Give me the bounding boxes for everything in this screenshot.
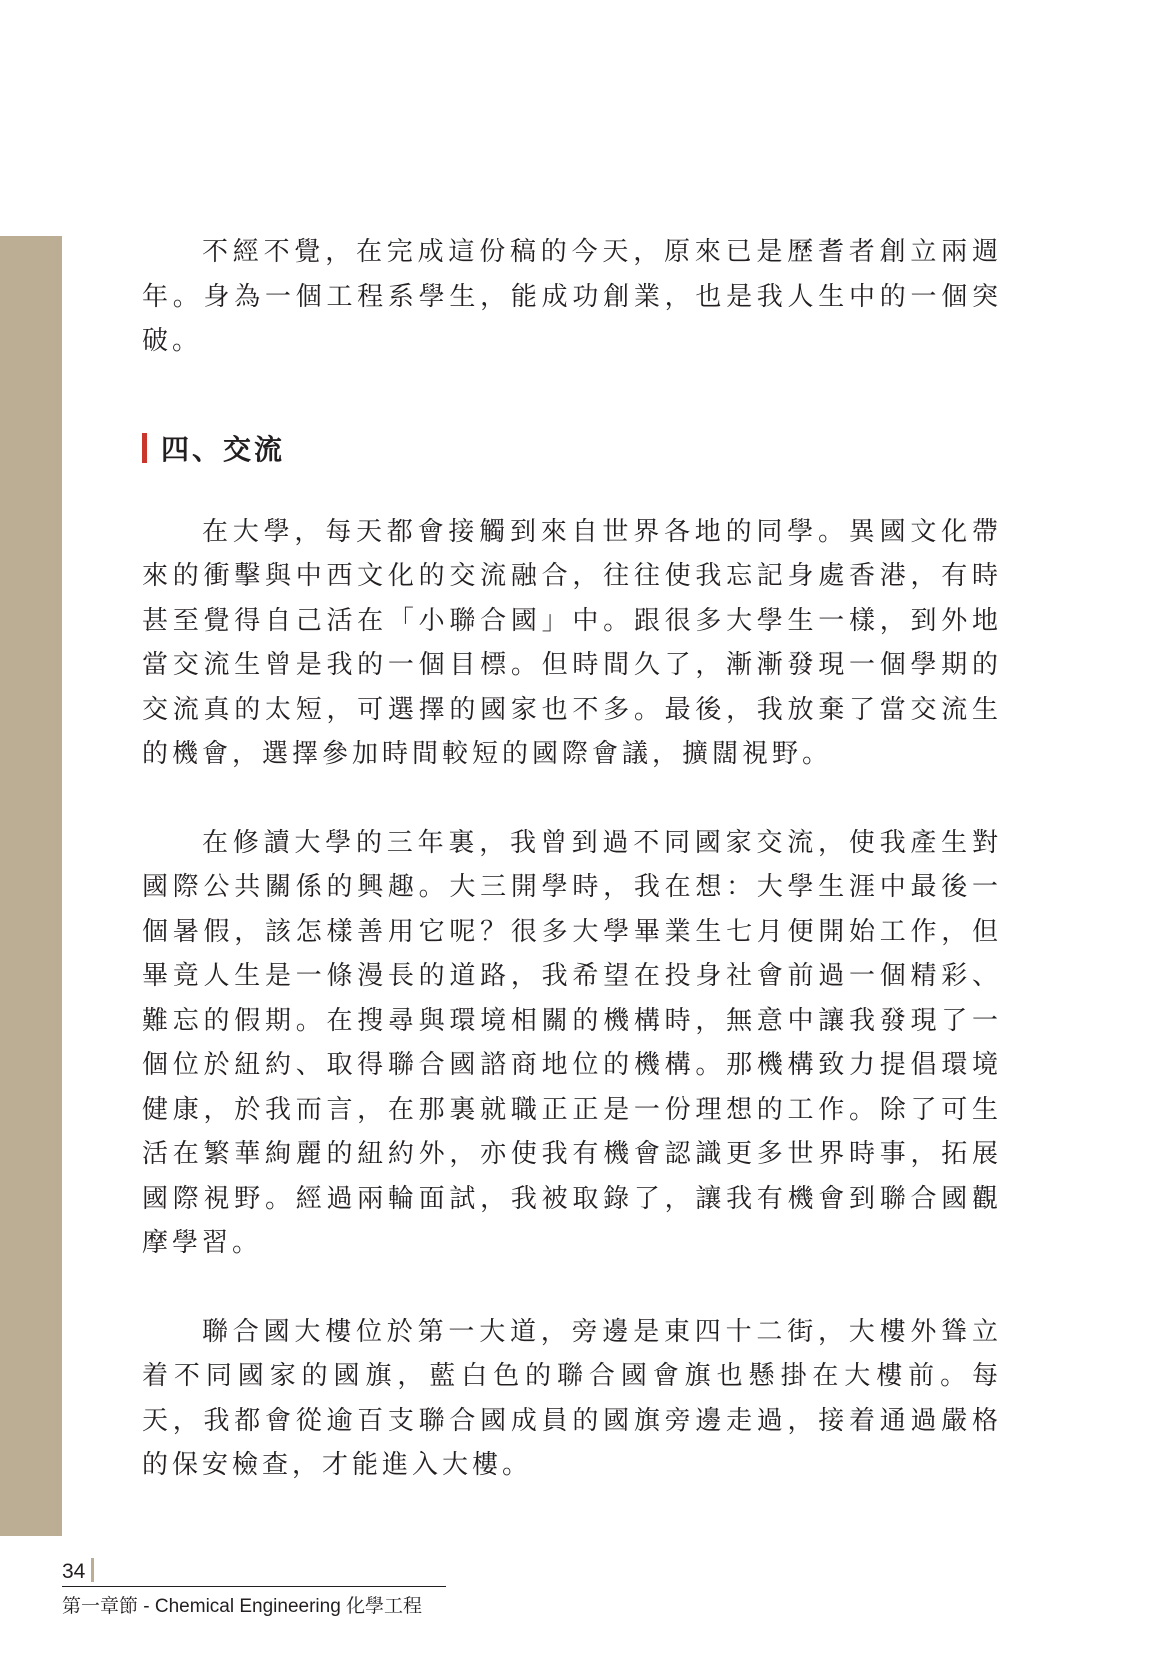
paragraph-intro: 不經不覺，在完成這份稿的今天，原來已是歷耆者創立兩週年。身為一個工程系學生，能成功創業，也是我人生中的一個突破。 <box>142 237 1002 356</box>
page-number-tick <box>91 1558 94 1582</box>
page-footer <box>62 1556 446 1618</box>
footer-divider <box>62 1586 446 1587</box>
page-number: 34 <box>62 1560 86 1583</box>
chapter-label: 第一章節 - Chemical Engineering 化學工程 <box>62 1596 423 1617</box>
heading-accent-bar <box>142 433 147 463</box>
paragraph-un-building: 聯合國大樓位於第一大道，旁邊是東四十二街，大樓外聳立着不同國家的國旗，藍白色的聯合國會旗也懸掛在大樓前。每天，我都會從逾百支聯合國成員的國旗旁邊走過，接着通過嚴格的保安檢查，才能進入大樓。 <box>142 1316 1002 1480</box>
paragraph-exchange: 在大學，每天都會接觸到來自世界各地的同學。異國文化帶來的衝擊與中西文化的交流融合，往往使我忘記身處香港，有時甚至覺得自己活在「小聯合國」中。跟很多大學生一樣，到外地當交流生曾是我的一個目標。但時間久了，漸漸發現一個學期的交流真的太短，可選擇的國家也不多。最後，我放棄了當交流生的機會，選擇參加時間較短的國際會議，擴闊視野。 <box>142 516 1002 769</box>
page-content <box>142 230 1002 1488</box>
section-heading <box>142 428 1002 468</box>
side-decorative-band <box>0 236 62 1536</box>
paragraph-united-nations: 在修讀大學的三年裏，我曾到過不同國家交流，使我產生對國際公共關係的興趣。大三開學時，我在想：大學生涯中最後一個暑假，該怎樣善用它呢？很多大學畢業生七月便開始工作，但畢竟人生是一條漫長的道路，我希望在投身社會前過一個精彩、難忘的假期。在搜尋與環境相關的機構時，無意中讓我發現了一個位於紐約、取得聯合國諮商地位的機構。那機構致力提倡環境健康，於我而言，在那裏就職正正是一份理想的工作。除了可生活在繁華絢麗的紐約外，亦使我有機會認識更多世界時事，拓展國際視野。經過兩輪面試，我被取錄了，讓我有機會到聯合國觀摩學習。 <box>142 827 1002 1258</box>
page-number-row <box>62 1556 446 1584</box>
section-heading-text: 四、交流 <box>161 432 286 466</box>
